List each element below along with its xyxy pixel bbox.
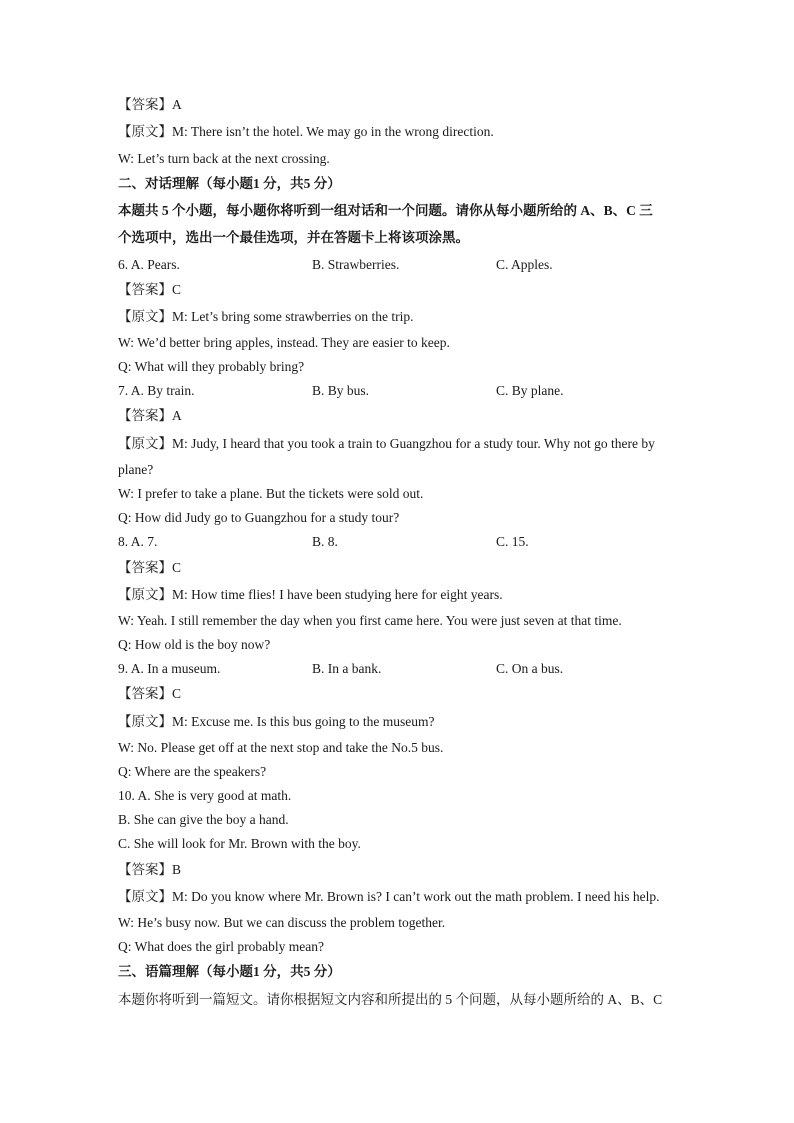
transcript-line: 【原文】M: Do you know where Mr. Brown is? I can’t work out the math problem. I need his help. (118, 889, 660, 904)
option-b: B. Strawberries. (312, 257, 400, 272)
option-a: 7. A. By train. (118, 383, 195, 398)
transcript-line: 【原文】M: Let’s bring some strawberries on the trip. (118, 309, 414, 324)
option-b: B. In a bank. (312, 661, 382, 676)
transcript-line: W: Let’s turn back at the next crossing. (118, 151, 330, 166)
option-c: C. Apples. (496, 257, 553, 272)
transcript-question: Q: What does the girl probably mean? (118, 939, 324, 954)
option-c: C. 15. (496, 534, 529, 549)
option-b: B. 8. (312, 534, 338, 549)
answer-line: 【答案】A (118, 408, 182, 423)
transcript-question: Q: How old is the boy now? (118, 637, 271, 652)
transcript-line: W: No. Please get off at the next stop and take the No.5 bus. (118, 740, 444, 755)
answer-line: 【答案】C (118, 282, 182, 297)
transcript-question: Q: How did Judy go to Guangzhou for a study tour? (118, 510, 400, 525)
section-instructions: 本题你将听到一篇短文。请你根据短文内容和所提出的 5 个问题，从每小题所给的 A、B、C (118, 992, 663, 1007)
option-b: B. She can give the boy a hand. (118, 812, 289, 827)
transcript-line: W: He’s busy now. But we can discuss the problem together. (118, 915, 446, 930)
option-a: 10. A. She is very good at math. (118, 788, 292, 803)
option-c: C. On a bus. (496, 661, 564, 676)
transcript-line: 【原文】M: Excuse me. Is this bus going to the museum? (118, 714, 435, 729)
answer-line: 【答案】C (118, 560, 182, 575)
section-heading: 三、语篇理解（每小题1 分，共5 分） (118, 964, 341, 979)
transcript-line: plane? (118, 462, 154, 477)
section-instructions: 个选项中，选出一个最佳选项，并在答题卡上将该项涂黑。 (118, 230, 469, 245)
answer-line: 【答案】C (118, 686, 182, 701)
option-a: 6. A. Pears. (118, 257, 180, 272)
option-c: C. She will look for Mr. Brown with the boy. (118, 836, 361, 851)
transcript-line: 【原文】M: There isn’t the hotel. We may go in the wrong direction. (118, 124, 494, 139)
option-b: B. By bus. (312, 383, 370, 398)
answer-line: 【答案】A (118, 97, 182, 112)
option-a: 9. A. In a museum. (118, 661, 221, 676)
transcript-line: W: Yeah. I still remember the day when you first came here. You were just seven at that time. (118, 613, 622, 628)
transcript-question: Q: Where are the speakers? (118, 764, 267, 779)
transcript-line: W: We’d better bring apples, instead. They are easier to keep. (118, 335, 450, 350)
transcript-question: Q: What will they probably bring? (118, 359, 305, 374)
transcript-line: 【原文】M: How time flies! I have been studying here for eight years. (118, 587, 503, 602)
answer-line: 【答案】B (118, 862, 182, 877)
transcript-line: W: I prefer to take a plane. But the tickets were sold out. (118, 486, 424, 501)
transcript-line: 【原文】M: Judy, I heard that you took a train to Guangzhou for a study tour. Why not go there by (118, 436, 655, 451)
option-a: 8. A. 7. (118, 534, 158, 549)
option-c: C. By plane. (496, 383, 564, 398)
section-heading: 二、对话理解（每小题1 分，共5 分） (118, 176, 341, 191)
section-instructions: 本题共 5 个小题，每小题你将听到一组对话和一个问题。请你从每小题所给的 A、B、C 三 (118, 203, 653, 218)
